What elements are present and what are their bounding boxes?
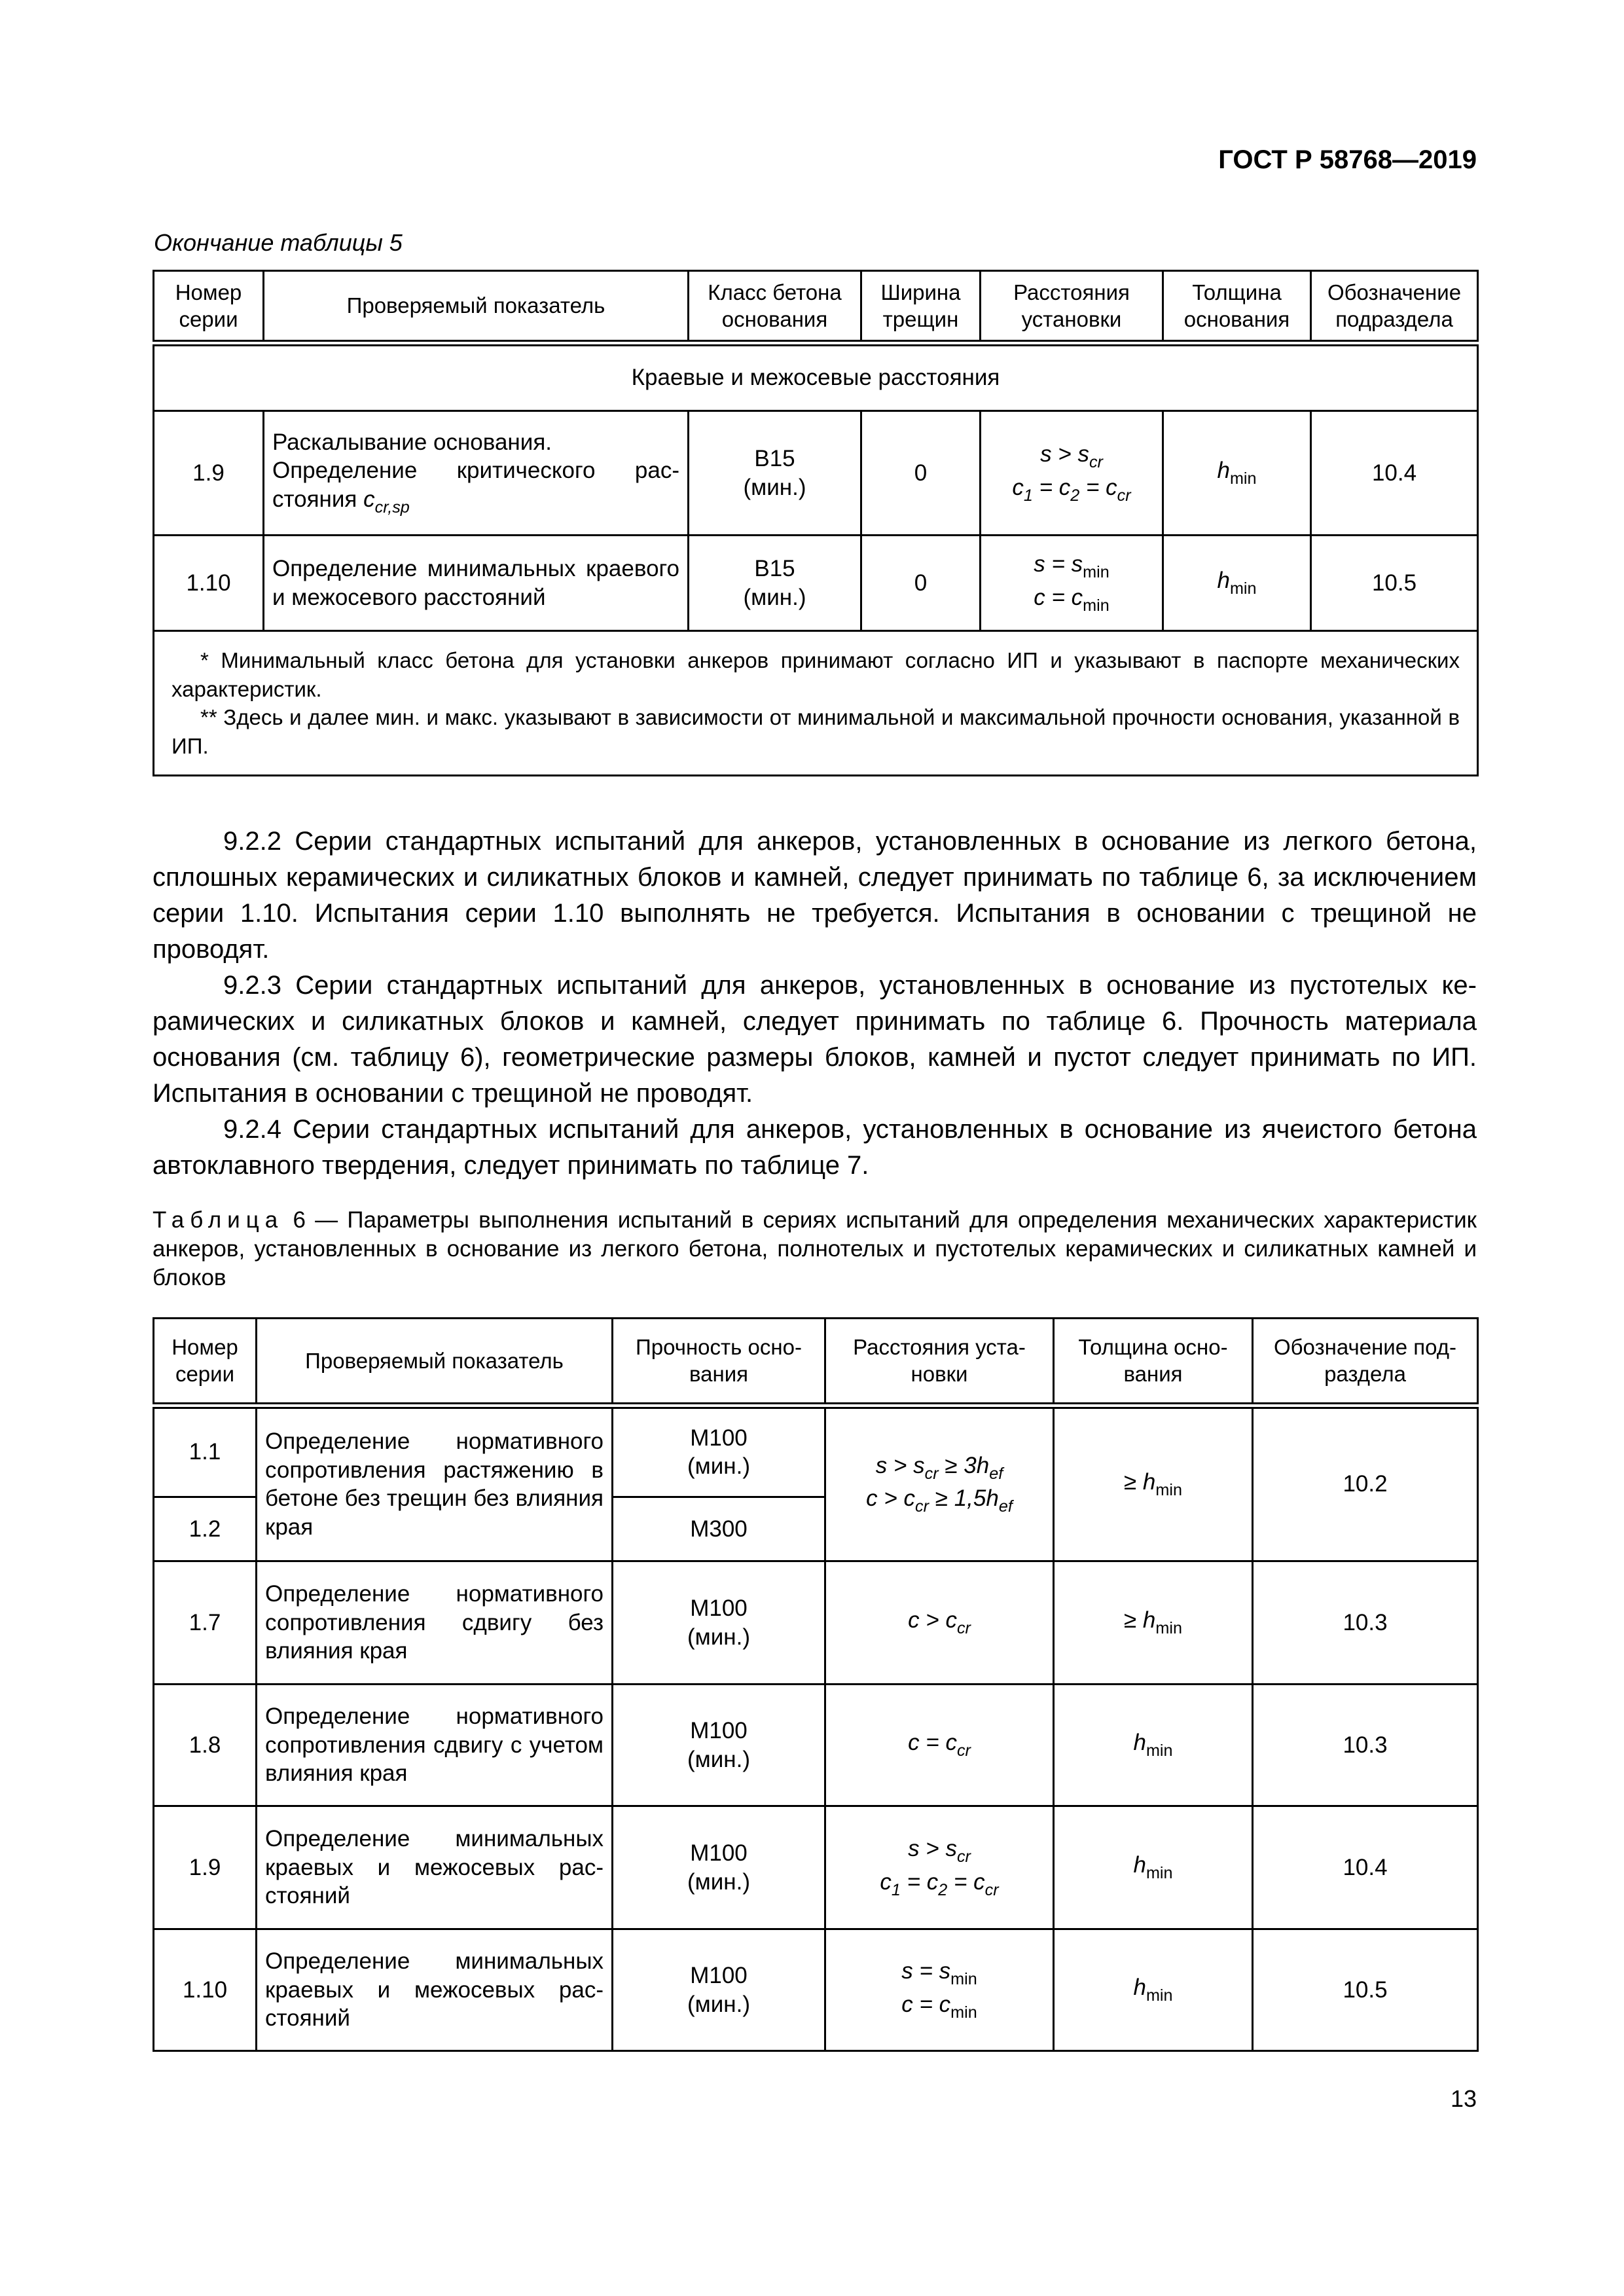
install-distances	[825, 1561, 1054, 1685]
series-number: 1.9	[154, 1806, 257, 1929]
col-header-distances: Расстояния установки	[981, 271, 1163, 343]
check-description: Определение минимальных краевых и межосевых расстояний	[257, 1929, 613, 2051]
note-1: * Минимальный класс бетона для установки анкеров принимают согласно ИП и указывают в паспорте механических характеристик.	[171, 648, 1460, 701]
formula: h	[1217, 568, 1230, 594]
formula: c = c	[1034, 584, 1083, 610]
col-header-thickness: Толщина основания	[1163, 271, 1311, 343]
col-header-concrete-class: Класс бетона основания	[689, 271, 861, 343]
table-continuation-label: Окончание таблицы 5	[154, 229, 403, 256]
strength-value: М100	[690, 1425, 748, 1451]
base-strength	[613, 1685, 825, 1806]
formula: c = c	[908, 1730, 957, 1756]
base-strength	[613, 1406, 825, 1497]
formula: = c	[900, 1868, 939, 1895]
formula-sub: min	[1083, 596, 1110, 615]
col-header-check: Проверяемый показатель	[257, 1319, 613, 1406]
formula: ≥ h	[1124, 1607, 1156, 1633]
check-description: Определение нормативного сопротивления сдвигу без влияния края	[257, 1561, 613, 1685]
section-row	[154, 343, 1478, 411]
formula: s > s	[1040, 441, 1089, 467]
table-6-caption	[153, 1206, 1477, 1292]
body-text	[153, 824, 1477, 1184]
formula-sub: ef	[989, 1464, 1003, 1483]
check-description: Определение минимальных краевого и межосевого расстояний	[264, 536, 689, 631]
caption-label: Таблица	[153, 1207, 284, 1233]
col-header-crack-width: Ширина трещин	[861, 271, 981, 343]
formula: ≥ 1,5h	[929, 1485, 999, 1512]
formula: s > s	[875, 1452, 925, 1478]
strength-value: М100	[690, 1962, 748, 1988]
table-row	[154, 1561, 1478, 1685]
formula-sub: 1	[891, 1880, 901, 1899]
series-number: 1.10	[154, 1929, 257, 2051]
concrete-qualifier: (мин.)	[743, 474, 806, 500]
strength-value: М100	[690, 1595, 748, 1621]
check-description: Определение нормативного сопротивления растяжению в бетоне без трещин без влияния края	[257, 1406, 613, 1561]
formula-sub: min	[1155, 1480, 1182, 1499]
formula-sub: 2	[1070, 486, 1080, 505]
formula-sub: cr	[984, 1880, 999, 1899]
base-thickness	[1163, 536, 1311, 631]
check-line-1: Раскалывание основания.	[272, 429, 552, 455]
check-line-2: Определение критического расстояния	[272, 458, 679, 513]
base-strength	[613, 1929, 825, 2051]
formula-sub: min	[1229, 579, 1257, 598]
col-header-distances: Расстояния установки	[825, 1319, 1054, 1406]
col-header-subsection: Обозначение подраздела	[1311, 271, 1478, 343]
formula-sub: cr	[956, 1619, 971, 1638]
table-6	[153, 1317, 1479, 2052]
strength-qualifier: (мин.)	[687, 1624, 750, 1650]
table-row	[154, 1685, 1478, 1806]
install-distances	[825, 1406, 1054, 1561]
base-strength: М300	[613, 1497, 825, 1561]
formula-sub: cr	[956, 1848, 971, 1866]
subsection-ref: 10.4	[1253, 1806, 1478, 1929]
concrete-value: В15	[754, 445, 795, 471]
formula-sub: ef	[998, 1497, 1013, 1516]
install-distances	[981, 411, 1163, 536]
base-strength	[613, 1561, 825, 1685]
col-header-strength: Прочность основания	[613, 1319, 825, 1406]
base-thickness	[1054, 1806, 1253, 1929]
strength-value: М100	[690, 1717, 748, 1743]
install-distances	[825, 1685, 1054, 1806]
formula-sub: cr	[924, 1464, 939, 1483]
install-distances	[981, 536, 1163, 631]
formula: h	[1133, 1975, 1146, 2001]
formula: s = s	[901, 1958, 951, 1984]
formula: c = c	[901, 1991, 951, 2017]
table-row	[154, 411, 1478, 536]
table-row	[154, 1406, 1478, 1497]
subsection-ref: 10.5	[1253, 1929, 1478, 2051]
caption-text: 6 — Параметры выполнения испытаний в сериях испытаний для определения механических характеристик анкеров, установленных в основание из легкого бетона, полнотелых и пустотелых керамических и силикатных камней и блоков	[153, 1207, 1477, 1290]
series-number: 1.8	[154, 1685, 257, 1806]
formula-sub: min	[1155, 1619, 1182, 1638]
formula-sub: cr	[915, 1497, 929, 1516]
formula: s > s	[908, 1836, 957, 1862]
formula: ≥ 3h	[938, 1452, 990, 1478]
formula: c > c	[866, 1485, 916, 1512]
col-header-check: Проверяемый показатель	[264, 271, 689, 343]
strength-qualifier: (мин.)	[687, 1868, 750, 1895]
col-header-series: Номер серии	[154, 1319, 257, 1406]
base-thickness	[1054, 1685, 1253, 1806]
table-header-row	[154, 271, 1478, 343]
subsection-ref: 10.2	[1253, 1406, 1478, 1561]
paragraph-9-2-2: 9.2.2 Серии стандартных испытаний для анкеров, установленных в основание из легкого бетона, сплошных керамических и силикатных блоков и камней, следует принимать по таблице 6, за исключением серии 1.10. Испытания серии 1.10 выполнять не требуется. Испытания в основании с трещиной не проводят.	[153, 827, 1477, 964]
formula: c	[880, 1868, 892, 1895]
formula: h	[1217, 458, 1230, 484]
formula-sub: min	[1146, 1986, 1173, 2005]
check-description	[264, 411, 689, 536]
formula-sub: min	[1229, 469, 1257, 488]
subsection-ref: 10.3	[1253, 1685, 1478, 1806]
formula: c	[1012, 474, 1024, 500]
formula-sub: cr,sp	[374, 498, 410, 517]
check-description: Определение нормативного сопротивления сдвигу с учетом влияния края	[257, 1685, 613, 1806]
table-notes	[154, 631, 1478, 776]
formula: h	[1133, 1730, 1146, 1756]
concrete-class	[689, 411, 861, 536]
subsection-ref: 10.5	[1311, 536, 1478, 631]
formula-sub: 2	[938, 1880, 948, 1899]
formula-sub: min	[950, 1970, 977, 1988]
install-distances	[825, 1929, 1054, 2051]
series-number: 1.1	[154, 1406, 257, 1497]
document-code: ГОСТ Р 58768—2019	[1218, 145, 1477, 174]
base-thickness	[1163, 411, 1311, 536]
table-row	[154, 1806, 1478, 1929]
subsection-ref: 10.3	[1253, 1561, 1478, 1685]
series-number: 1.10	[154, 536, 264, 631]
col-header-series: Номер серии	[154, 271, 264, 343]
series-number: 1.7	[154, 1561, 257, 1685]
formula-sub: 1	[1023, 486, 1033, 505]
formula: = c	[947, 1868, 985, 1895]
base-thickness	[1054, 1406, 1253, 1561]
strength-qualifier: (мин.)	[687, 1746, 750, 1772]
concrete-qualifier: (мин.)	[743, 584, 806, 610]
subsection-ref: 10.4	[1311, 411, 1478, 536]
concrete-class	[689, 536, 861, 631]
base-thickness	[1054, 1929, 1253, 2051]
formula-sub: min	[1146, 1864, 1173, 1883]
notes-row	[154, 631, 1478, 776]
col-header-thickness: Толщина основания	[1054, 1319, 1253, 1406]
formula: s = s	[1034, 551, 1083, 577]
install-distances	[825, 1806, 1054, 1929]
formula-sub: cr	[1117, 486, 1131, 505]
strength-qualifier: (мин.)	[687, 1453, 750, 1480]
formula-var: c	[363, 486, 375, 513]
table-5	[153, 270, 1479, 776]
strength-value: М100	[690, 1840, 748, 1866]
formula-sub: cr	[1089, 453, 1103, 471]
crack-width: 0	[861, 411, 981, 536]
page-number: 13	[1450, 2085, 1477, 2112]
crack-width: 0	[861, 536, 981, 631]
base-strength	[613, 1806, 825, 1929]
check-description: Определение минимальных краевых и межосевых расстояний	[257, 1806, 613, 1929]
table-header-row	[154, 1319, 1478, 1406]
formula: ≥ h	[1124, 1469, 1156, 1495]
col-header-subsection: Обозначение подраздела	[1253, 1319, 1478, 1406]
series-number: 1.9	[154, 411, 264, 536]
concrete-value: В15	[754, 555, 795, 581]
formula: = c	[1032, 474, 1071, 500]
section-title: Краевые и межосевые расстояния	[154, 343, 1478, 411]
paragraph-9-2-4: 9.2.4 Серии стандартных испытаний для анкеров, установленных в основание из ячеистого бетона автоклавного твердения, следует принимать по таблице 7.	[153, 1115, 1477, 1180]
table-row	[154, 536, 1478, 631]
strength-qualifier: (мин.)	[687, 1991, 750, 2017]
paragraph-9-2-3: 9.2.3 Серии стандартных испытаний для анкеров, установленных в основание из пустотелых керамических и силикатных блоков и камней, следует принимать по таблице 6. Прочность материала основания (см. таблицу 6), геометрические размеры блоков, камней и пустот следует принимать по ИП. Испытания в основании с трещиной не проводят.	[153, 971, 1477, 1108]
formula-sub: min	[950, 2003, 977, 2022]
formula-sub: cr	[956, 1741, 971, 1760]
note-2: ** Здесь и далее мин. и макс. указывают в зависимости от минимальной и максимальной прочности основания, указанной в ИП.	[171, 705, 1460, 758]
base-thickness	[1054, 1561, 1253, 1685]
formula-sub: min	[1146, 1741, 1173, 1760]
formula: c > c	[908, 1607, 957, 1633]
formula: = c	[1079, 474, 1117, 500]
formula: h	[1133, 1852, 1146, 1878]
series-number: 1.2	[154, 1497, 257, 1561]
table-row	[154, 1929, 1478, 2051]
formula-sub: min	[1083, 563, 1110, 581]
